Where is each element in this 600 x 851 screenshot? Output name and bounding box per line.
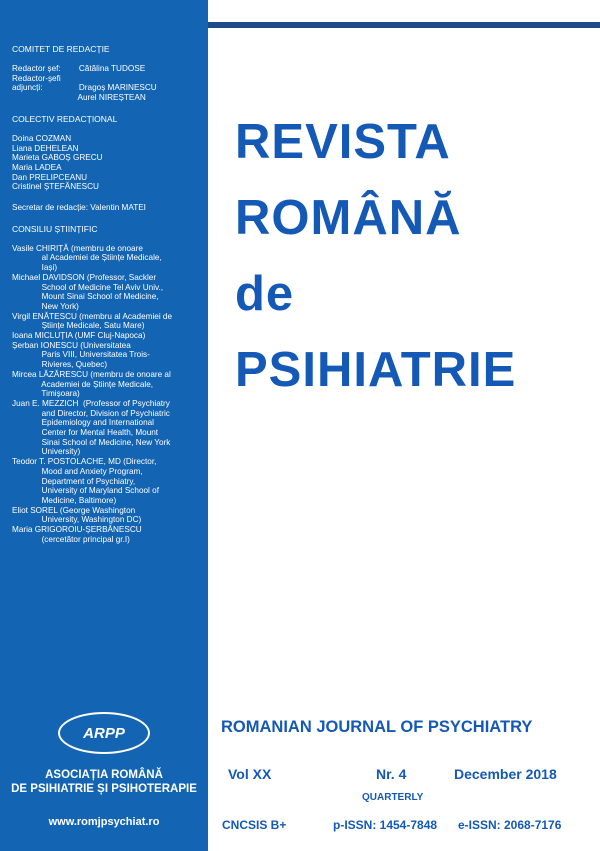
board-member-line: Medicine, Baltimore) — [12, 495, 117, 505]
board-member-line: Iași) — [12, 263, 58, 273]
board-member-line: Eliot SOREL (George Washington — [12, 505, 136, 515]
board-member-line: Center for Mental Health, Mount — [12, 428, 159, 437]
board-member-line: School of Medicine Tel Aviv Univ., — [12, 282, 164, 292]
board-member-line: al Academiei de Științe Medicale, — [12, 253, 162, 263]
board-member-line: Mount Sinai School of Medicine, — [12, 292, 159, 302]
board-member-line: Redactor-șefi — [12, 73, 61, 83]
board-member-line: Epidemiology and International — [12, 418, 154, 428]
board-member-line: and Director, Division of Psychiatric — [12, 408, 170, 418]
logo-text: ARPP — [83, 724, 125, 742]
print-issn: p-ISSN: 1454-7848 — [333, 818, 438, 832]
board-member-line: Șerban IONESCU (Universitatea — [12, 340, 131, 350]
board-member-line: Aurel NIREȘTEAN — [12, 93, 146, 103]
board-member-line: Timișoara) — [12, 389, 80, 399]
board-member-line: Dan PRELIPCEANU — [12, 172, 88, 182]
association-name-line-2: DE PSIHIATRIE ȘI PSIHOTERAPIE — [11, 783, 197, 795]
issue-date: December 2018 — [454, 766, 557, 782]
board-member-line: Mircea LĂZĂRESCU (membru de onoare al — [12, 369, 171, 379]
board-member-line: Sinai School of Medicine, New York — [12, 437, 171, 447]
journal-subtitle: ROMANIAN JOURNAL OF PSYCHIATRY — [221, 718, 533, 736]
board-member-line: Marieta GABOȘ GRECU — [12, 153, 103, 163]
title-line-2: ROMÂNĂ — [235, 191, 462, 245]
title-line-1: REVISTA — [235, 115, 451, 169]
board-member-line: Michael DAVIDSON (Professor, Sackler — [12, 272, 157, 282]
volume: Vol XX — [228, 766, 272, 782]
electronic-issn: e-ISSN: 2068-7176 — [458, 818, 562, 832]
board-member-line: Paris VIII, Universitatea Trois- — [12, 350, 150, 360]
board-member-line: New York) — [12, 301, 79, 311]
board-member-line: Cristinel ȘTEFĂNESCU — [12, 182, 99, 192]
board-member-line: Secretar de redacție: Valentin MATEI — [12, 203, 146, 212]
board-member-line: University) — [12, 447, 81, 457]
board-member-line: Academiei de Științe Medicale, — [12, 379, 154, 389]
board-member-line: Liana DEHELEAN — [12, 143, 79, 153]
board-member-line: Redactor șef: Cătălina TUDOSE — [12, 64, 146, 73]
board-member-line: Juan E. MEZZICH (Professor of Psychiatry — [12, 398, 170, 408]
board-member-line: Ioana MICLUȚIA (UMF Cluj-Napoca) — [12, 331, 146, 340]
board-member-line: University of Maryland School of — [12, 486, 159, 496]
section-heading: COMITET DE REDACȚIE — [12, 44, 110, 54]
issue-number: Nr. 4 — [376, 766, 407, 782]
board-member-line: Doina COZMAN — [12, 133, 72, 143]
board-member-line: University, Washington DC) — [12, 515, 142, 525]
website-link[interactable]: www.romjpsychiat.ro — [48, 816, 160, 828]
board-member-line: adjuncți: Dragoș MARINESCU — [12, 83, 157, 93]
association-name-line-1: ASOCIAȚIA ROMÂNĂ — [45, 769, 163, 781]
board-member-line: Maria GRIGOROIU-ȘERBĂNESCU — [12, 525, 142, 534]
board-member-line: Department of Psychiatry, — [12, 476, 136, 486]
editorial-sidebar — [0, 0, 208, 851]
board-member-line: Rivieres, Quebec) — [12, 360, 108, 370]
board-member-line: Maria LADEA — [12, 162, 62, 172]
board-member-line: (cercetător principal gr.I) — [12, 534, 130, 544]
board-member-line: Virgil ENĂTESCU (membru al Academiei de — [12, 311, 173, 321]
title-line-3: de — [235, 267, 295, 321]
title-line-4: PSIHIATRIE — [235, 343, 517, 397]
board-member-line: Științe Medicale, Satu Mare) — [12, 321, 145, 331]
top-bar — [208, 22, 600, 28]
arpp-logo — [58, 712, 150, 754]
board-member-line: Mood and Anxiety Program, — [12, 466, 143, 476]
board-member-line: Teodor T. POSTOLACHE, MD (Director, — [12, 457, 157, 467]
section-heading: COLECTIV REDACȚIONAL — [12, 113, 118, 124]
board-member-line: Vasile CHIRIȚĂ (membru de onoare — [12, 243, 143, 253]
section-heading: CONSILIU ȘTIINȚIFIC — [12, 223, 98, 234]
cncsis-rating: CNCSIS B+ — [222, 818, 287, 832]
frequency: QUARTERLY — [362, 792, 424, 803]
